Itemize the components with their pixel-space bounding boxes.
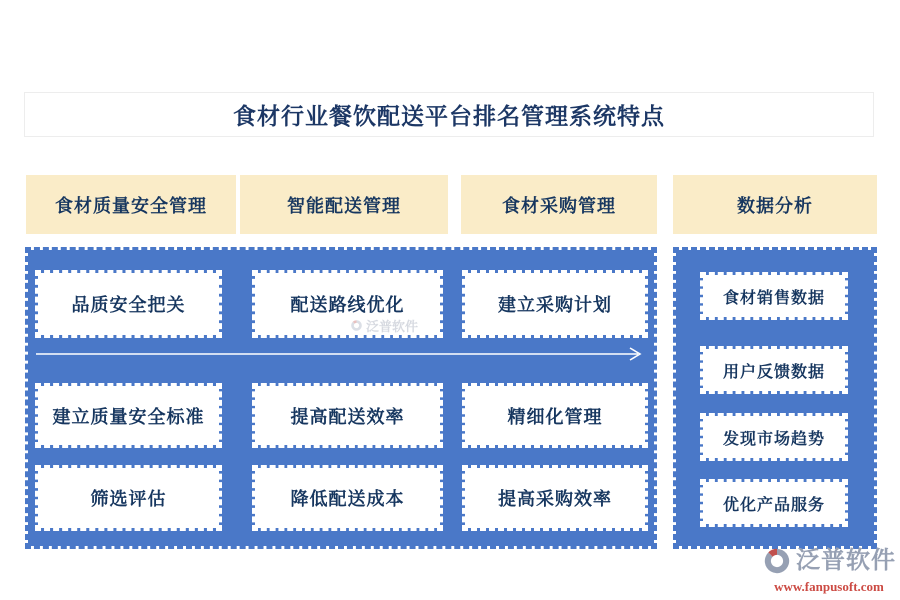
flow-arrow [34,346,648,362]
feature-card: 配送路线优化 [252,270,443,338]
brand-name: 泛普软件 [796,548,896,574]
feature-card: 建立质量安全标准 [35,383,222,448]
column-header-data-analysis: 数据分析 [673,175,877,234]
feature-card: 筛选评估 [35,465,222,531]
right-arrow-icon [34,346,648,362]
feature-card: 食材销售数据 [700,272,848,320]
feature-card: 品质安全把关 [35,270,222,338]
column-header-procurement: 食材采购管理 [461,175,657,234]
watermark-text: 泛普软件 [366,319,419,334]
feature-card: 发现市场趋势 [700,413,848,461]
feature-card: 精细化管理 [462,383,648,448]
footer-brand [762,546,896,595]
column-header-quality-safety: 食材质量安全管理 [26,175,236,234]
feature-card: 用户反馈数据 [700,346,848,394]
left-feature-panel [25,247,657,549]
column-header-smart-delivery: 智能配送管理 [240,175,448,234]
feature-card: 提高配送效率 [252,383,443,448]
title-box [24,92,874,137]
feature-card: 提高采购效率 [462,465,648,531]
brand-website: www.fanpusoft.com [774,579,884,594]
fanpu-logo-icon [762,546,792,576]
page-title: 食材行业餐饮配送平台排名管理系统特点 [233,104,665,129]
feature-card: 优化产品服务 [700,479,848,527]
feature-card: 建立采购计划 [462,270,648,338]
feature-card: 降低配送成本 [252,465,443,531]
brand-row [762,546,896,576]
right-feature-panel [673,247,877,549]
